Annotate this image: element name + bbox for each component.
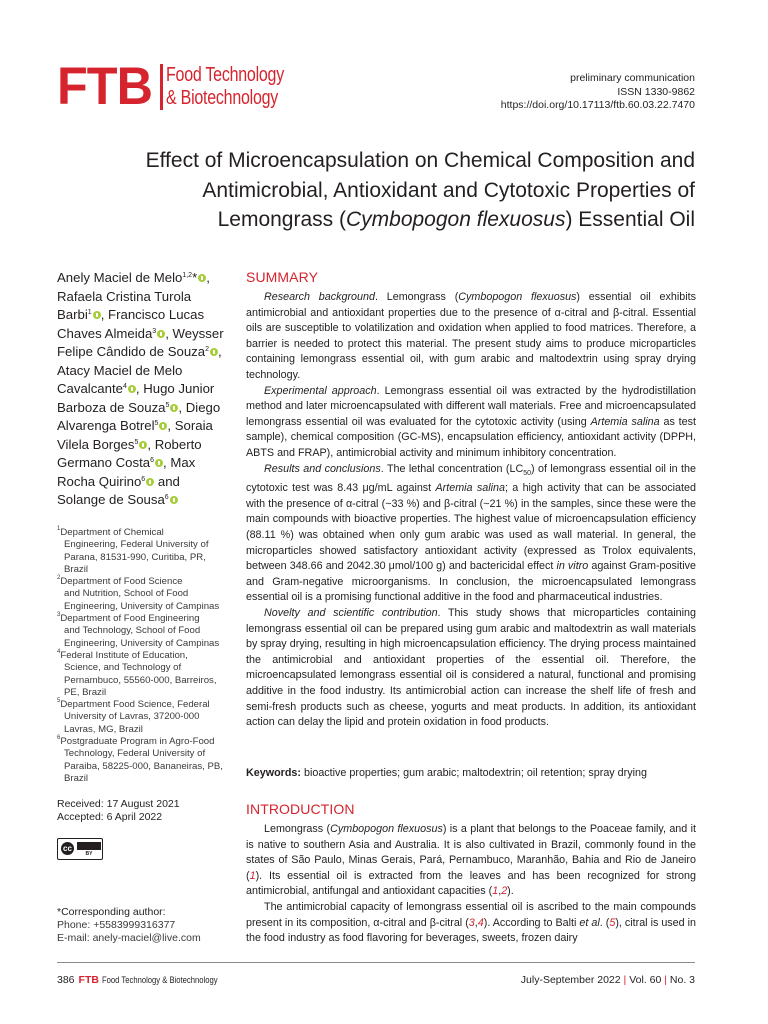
logo-divider [160,64,163,110]
article-dates [57,798,180,824]
intro-p2-text-a: The antimicrobial capacity of lemongrass essential oil is ascribed to the main compounds present in its composition, α-citral and β-citral ( [246,900,696,929]
affiliation-superscript: 5 [154,420,159,427]
orcid-icon[interactable] [128,385,136,393]
footer-left [57,974,238,986]
results-text-d: against Gram-positive and Gram-negative microorganisms. In conclusion, the microencapsulated lemongrass essential oil is a promising functional additive in the food and pharmaceutical industries. [246,560,696,604]
issn: ISSN 1330-9862 [617,85,695,98]
article-title [115,146,695,235]
affiliation-superscript: 4 [122,383,127,390]
ref-link[interactable]: 5 [609,916,616,929]
affiliation-item [57,527,229,576]
footer-journal-name: Food Technology & Biotechnology [101,975,218,985]
approach-species: Artemia salina [590,415,660,428]
results-text-b: ) of lemongrass essential oil in the cytotoxic test was 8.43 μg/mL against [246,462,696,495]
intro-paragraph-1 [246,822,696,900]
affiliation-line: Paraiba, 58225-000, Bananeiras, PB, [64,760,223,772]
author-name: Max Rocha Quirino [57,455,196,489]
affiliation-line: Federal Institute of Education, [60,649,188,661]
affiliation-line: Brazil [64,772,88,784]
summary-body [246,290,696,731]
author-name: Diego Alvarenga Botrel [57,399,221,433]
author-name: Francisco Lucas Chaves Almeida [57,307,205,341]
intro-p1-text-d: ). [507,885,514,898]
ref-separator: , [474,916,478,929]
results-species: Artemia salina [435,482,505,495]
orcid-icon[interactable] [155,459,163,467]
affiliation-line: Pernambuco, 55560-000, Barreiros, [64,674,217,686]
footer-separator: | [623,974,627,986]
author-name: Anely Maciel de Melo [57,270,183,285]
results-text-c: ; a high activity that can be associated with the presence of α-citral (~33 %) and β-citral (~21 %) in the samples, since these were the main compounds with bioactive properties. The highest value of microencapsulation efficiency (88.11 %) was obtained when only gum arabic was used as wall material. In general, the microparticles showed satisfactory antioxidant activity (expressed as Trolox equivalents, between 348.66 and 2042.30 μmol/100 g) and bactericidal effect [246,482,696,573]
introduction-heading: INTRODUCTION [246,801,355,817]
doi-link[interactable]: https://doi.org/10.17113/ftb.60.03.22.7470 [500,99,695,111]
cc-by-license-badge[interactable] [57,838,103,860]
orcid-icon[interactable] [198,274,206,282]
affiliation-item [57,613,229,650]
affiliation-item [57,699,229,736]
article-type: preliminary communication [570,72,695,84]
accepted-label: Accepted: [57,811,104,823]
affiliations [57,527,229,785]
orcid-icon[interactable] [170,404,178,412]
approach-label: Experimental approach [264,384,377,397]
license-bar [77,842,101,850]
intro-p2-text-b: ). According to Balti [483,916,580,929]
author-entry [57,270,206,285]
intro-p1-text-b: ) is a plant that belongs to the Poaceae family, and it is native to southern Asia and Australia. It is also cultivated in Brazil, commonly found in the states of São Paulo, Minas Gerais, Pará, Pernambuco, Maranhão, Bahia and Rio de Janeiro ( [246,823,696,882]
background-species: Cymbopogon flexuosus [458,291,577,303]
orcid-icon[interactable] [159,422,167,430]
affiliation-superscript: 6 [150,457,154,464]
volume: Vol. 60 [629,974,662,986]
affiliation-line: PE, Brazil [64,686,107,698]
orcid-icon[interactable] [210,348,218,356]
author-list: Anely Maciel de Melo$^{1,2}$* , Rafaela Cristina Turola Barbi$^1$ , Francisco Lucas Chaves Almeida$^3$ , Weysser Felipe Cândido de Souza$^2$ , Atacy Maciel de Melo Cavalcante$^4$ , Hugo Junior Barboza de Souza$^5$ , Diego Alvarenga Botrel$^5$ , Soraia Vilela Borges$^5$ , Roberto Germano Costa$^6$ , Max Rocha Quirino$^6$ and Solange de Sousa$^6$ [57,270,224,507]
affiliation-line: Lavras, MG, Brazil [64,723,143,735]
received-label: Received: [57,798,104,810]
background-text-b: ) essential oil exhibits antimicrobial and antioxidant properties due to the presence of α-citral and β-citral. Essential oils are susceptible to volatilization and oxidation when applied to food matrices. Therefore, a barrier is needed to protect this material. The present study aims to produce microparticles containing lemongrass essential oil, with gum arabic and maltodextrin using spray drying technology. [246,291,696,381]
affiliation-line: Engineering, University of Campinas [64,600,220,612]
corresponding-author [57,906,232,945]
affiliation-item [57,736,229,785]
intro-p2-text-c: . ( [599,916,610,929]
summary-paragraph-approach [246,384,696,462]
results-text-a: . The lethal concentration (LC [380,462,524,475]
title-part-1: Effect of Microencapsulation on Chemical Composition and Antimicrobial, Antioxidant and Cytotoxic Properties of Lemongrass ( [145,149,695,231]
affiliation-item [57,650,229,699]
background-text-a: . Lemongrass ( [374,291,459,303]
author-name: Soraia Vilela Borges [57,418,213,452]
affiliation-superscript: 1 [87,309,92,316]
affiliation-number: 4 [57,648,61,655]
title-species: Cymbopogon flexuosus [345,208,566,231]
results-invitro: in vitro [556,560,589,573]
author-entry [57,492,178,507]
intro-p2-text-d: ), citral is used in the food industry as food flavoring for beverages, sweets, frozen dairy [246,916,697,945]
keywords-text: bioactive properties; gum arabic; maltodextrin; oil retention; spray drying [303,767,647,779]
affiliation-number: 3 [57,612,61,619]
affiliation-number: 5 [57,698,61,705]
accepted-date: 6 April 2022 [106,811,163,823]
author-name: Atacy Maciel de Melo Cavalcante [57,362,183,396]
logo-wordmark [166,64,284,110]
affiliation-superscript: 6 [141,475,146,483]
ref-link[interactable]: 2 [501,885,508,898]
ref-separator: , [498,885,502,898]
results-label: Results and conclusions [264,462,381,475]
issue-number: No. 3 [669,974,695,986]
corresponding-phone: Phone: +5583999316377 [57,919,176,931]
intro-paragraph-2 [246,900,696,947]
affiliation-number: 1 [57,526,61,532]
footer-logo-mark: FTB [78,974,99,986]
affiliation-superscript: 5 [165,401,170,409]
journal-logo [57,57,314,116]
affiliation-line: Department of Food Science [60,576,183,588]
logo-line-2: & Biotechnology [166,87,279,109]
affiliation-line: University of Lavras, 37200-000 [64,711,200,723]
author-name: Solange de Sousa [57,492,165,507]
affiliation-line: Department Food Science, Federal [60,699,210,711]
orcid-icon[interactable] [146,478,154,486]
page-number: 386 [57,974,75,986]
keywords-label: Keywords: [246,767,301,779]
affiliation-line: Engineering, University of Campinas [64,637,220,649]
ref-link[interactable]: 1 [492,885,499,898]
novelty-text: . This study shows that microparticles containing lemongrass essential oil can be prepared using gum arabic and maltodextrin as wall materials by spray drying, resulting in high microencapsulation efficiency. The drying process maintained the antimicrobial and antioxidant properties of the essential oil. Therefore, the microencapsulated lemongrass essential oil is considered a natural, functional and promising additive in the food industry. Its antimicrobial action can increase the shelf life of fresh and semi-fresh products such as cheese, yogurts and meat products. In addition, its antioxidant action can delay the lipid and protein oxidation in food products. [246,607,696,729]
author-name: Roberto Germano Costa [57,436,202,470]
footer-divider [57,962,695,963]
introduction-body [246,822,696,947]
by-label: BY [77,851,101,858]
cc-icon: cc [61,842,74,855]
author-name: Hugo Junior Barboza de Souza [57,381,215,415]
logo-mark: FTB [57,57,153,116]
approach-text-b: as test sample), chemical composition (GC-MS), encapsulation efficiency, antioxidant activity (DPPH, ABTS and FRAP), antimicrobial activity and minimum inhibitory concentration. [246,415,697,459]
ref-link[interactable]: 3 [468,916,475,929]
footer-separator: | [664,974,667,986]
author-name: Rafaela Cristina Turola Barbi [57,288,192,322]
intro-p1-text-a: Lemongrass ( [264,823,331,835]
authors-and: and [157,473,180,489]
affiliation-line: Postgraduate Program in Agro-Food [60,736,215,748]
corresponding-star: * [192,270,198,285]
corresponding-email[interactable]: E-mail: anely-maciel@live.com [57,932,201,944]
results-subscript: 50 [523,469,532,477]
received-date: 17 August 2021 [106,798,180,810]
intro-p1-species: Cymbopogon flexuosus [330,823,443,835]
affiliation-superscript: 6 [164,494,169,501]
summary-heading: SUMMARY [246,269,319,285]
publication-info [501,72,695,113]
affiliation-number: 6 [57,735,61,742]
affiliation-line: Department of Chemical [60,527,164,538]
affiliation-superscript: 5 [134,438,139,446]
logo-line-1: Food Technology [166,64,285,86]
intro-p1-text-c: ). Its essential oil is extracted from the leaves and has been recognized for strong antimicrobial, antifungal and antioxidant capacities ( [246,869,696,898]
affiliation-superscript: 1,2 [182,272,193,279]
affiliation-item [57,576,229,613]
keywords [246,766,696,781]
ref-link[interactable]: 1 [249,869,256,882]
summary-paragraph-results [246,462,696,606]
affiliation-superscript: 3 [152,327,157,335]
title-part-2: ) Essential Oil [565,208,695,231]
affiliation-superscript: 2 [205,346,210,353]
affiliation-number: 2 [57,575,61,582]
author-name: Weysser Felipe Cândido de Souza [57,325,224,359]
orcid-icon[interactable] [93,311,101,319]
summary-paragraph-novelty [246,606,696,731]
intro-p2-etal: et al [579,916,600,929]
affiliation-line: and Technology, School of Food [64,625,201,637]
ref-link[interactable]: 4 [477,916,484,929]
footer-right [521,974,695,986]
affiliation-line: Engineering, Federal University of [64,539,209,551]
orcid-icon[interactable] [170,496,178,504]
summary-paragraph-background [246,290,696,384]
affiliation-line: and Nutrition, School of Food [64,588,189,600]
affiliation-line: Parana, 81531-990, Curitiba, PR, Brazil [64,551,206,575]
affiliation-line: Technology, Federal University of [64,748,206,760]
novelty-label: Novelty and scientific contribution [264,607,438,620]
orcid-icon[interactable] [139,441,147,449]
affiliation-line: Department of Food Engineering [60,613,200,625]
affiliation-line: Science, and Technology of [64,662,182,674]
issue-date: July-September 2022 [520,974,621,986]
corresponding-label: *Corresponding author: [57,906,166,918]
orcid-icon[interactable] [157,330,165,338]
approach-text-a: . Lemongrass essential oil was extracted by the hydrodistillation method and later microencapsulated with different wall materials. Free and microencapsulated lemongrass essential oil was evaluated for the cytotoxic activity (using [246,384,696,428]
background-label: Research background [264,291,375,303]
